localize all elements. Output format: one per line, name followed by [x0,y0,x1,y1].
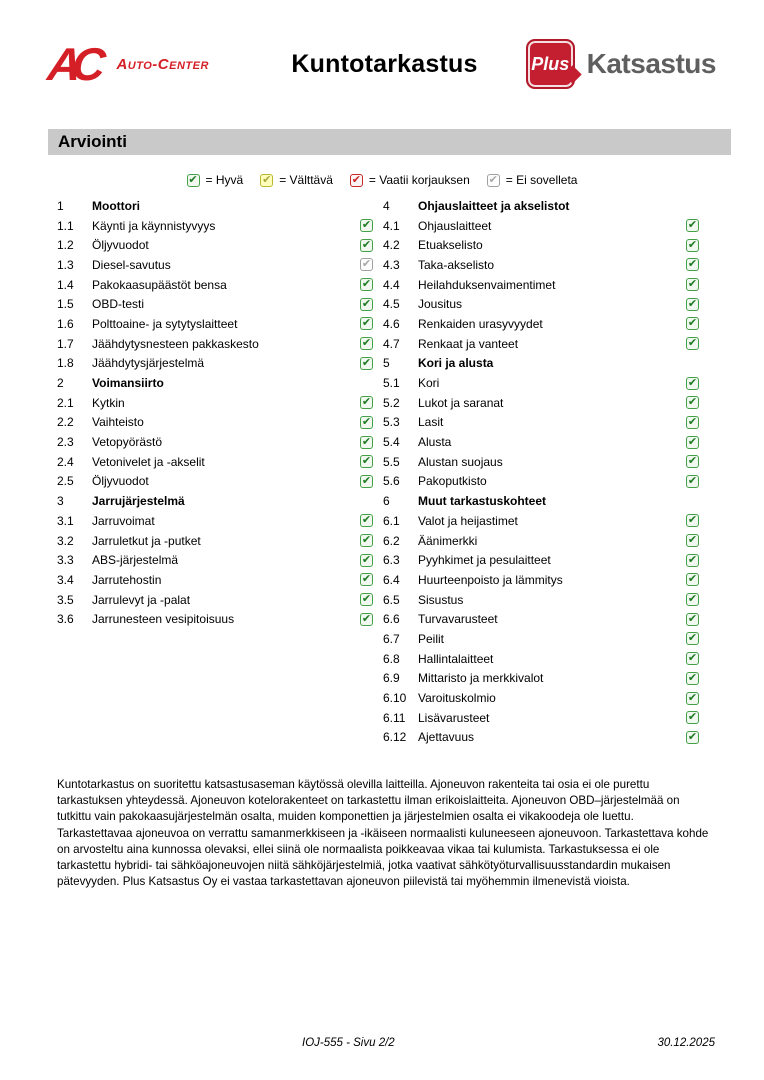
item-number: 1.8 [57,356,74,371]
disclaimer-paragraph: Tarkastettavaa ajoneuvoa on verrattu samanmerkkiseen ja -ikäiseen normaalisti kuluneeseen ajoneuvoon. Tarkastettava kohde on arvosteltu aina kunnossa olevaksi, ellei siinä ole normaalista poikkeavaa vikaa tai kulumista. Tarkastuksessa ei ole tarkastettu hybridi- tai sähköajoneuvojen niitä sähköjärjestelmiä, jotka vaativat sähkötyöturvallisuusstandardin mukaisen pätevyyden. Plus Katsastus Oy ei vastaa tarkastettavan ajoneuvon piilevistä tai myöhemmin ilmenevistä vioista. [57,826,709,889]
item-label: Pakoputkisto [418,474,487,489]
item-label: Vetopyörästö [92,435,163,450]
status-checkbox [686,731,699,744]
item-label: Heilahduksenvaimentimet [418,277,556,292]
item-label: Jarrunesteen vesipitoisuus [92,612,235,627]
status-checkbox [686,278,699,291]
checkmark-icon: ✔ [361,513,372,527]
item-label: Etuakselisto [418,238,483,253]
item-label: ABS-järjestelmä [92,553,179,568]
checkmark-icon: ✔ [687,218,698,232]
item-number: 6.2 [383,533,400,548]
item-label: Öljyvuodot [92,238,149,253]
checklist-row [383,472,699,492]
checklist-row [383,334,699,354]
item-label: Jarrujärjestelmä [92,494,185,509]
item-label: Renkaat ja vanteet [418,336,519,351]
status-checkbox [360,534,373,547]
checklist-row [57,196,373,216]
status-checkbox [686,514,699,527]
status-checkbox [360,239,373,252]
item-number: 3.3 [57,553,74,568]
checklist-row [383,255,699,275]
checklist-row [57,314,373,334]
checklist-row [383,550,699,570]
status-checkbox [686,455,699,468]
status-checkbox [686,377,699,390]
legend-label: = Välttävä [279,173,333,187]
checkmark-icon: ✔ [687,670,698,684]
status-checkbox [686,632,699,645]
status-checkbox [360,396,373,409]
status-checkbox [487,174,500,187]
item-label: Huurteenpoisto ja lämmitys [418,572,563,587]
status-checkbox [686,219,699,232]
status-checkbox [686,436,699,449]
status-checkbox [686,317,699,330]
checklist-column-left [57,196,373,747]
item-number: 5.1 [383,376,400,391]
item-label: Jäähdytysjärjestelmä [92,356,205,371]
checkmark-icon: ✔ [687,375,698,389]
item-number: 5.6 [383,474,400,489]
checkmark-icon: ✔ [361,552,372,566]
status-checkbox [686,298,699,311]
item-number: 6.10 [383,691,407,706]
item-number: 1.7 [57,336,74,351]
item-label: Ajettavuus [418,730,475,745]
item-number: 6 [383,494,390,509]
legend-item [187,173,244,187]
checkmark-icon: ✔ [687,513,698,527]
checkmark-icon: ✔ [361,277,372,291]
item-number: 6.1 [383,513,400,528]
item-label: Öljyvuodot [92,474,149,489]
item-number: 1.3 [57,257,74,272]
checklist-row [383,629,699,649]
item-label: Voimansiirto [92,376,164,391]
checklist-row [383,491,699,511]
checklist-row [383,708,699,728]
checklist-row [383,275,699,295]
status-checkbox [686,416,699,429]
checkmark-icon: ✔ [361,355,372,369]
item-number: 6.6 [383,612,400,627]
item-number: 2 [57,376,64,391]
checkmark-icon: ✔ [361,533,372,547]
checklist-row [57,550,373,570]
legend-label: = Vaatii korjauksen [368,173,470,187]
status-checkbox [360,613,373,626]
status-checkbox [360,593,373,606]
checklist-row [383,728,699,748]
checklist-row [57,216,373,236]
checklist-row [383,294,699,314]
item-label: Äänimerkki [418,533,478,548]
status-checkbox [360,554,373,567]
checklist-row [57,609,373,629]
checkmark-icon: ✔ [687,710,698,724]
checkmark-icon: ✔ [687,572,698,586]
status-checkbox [360,475,373,488]
item-number: 2.5 [57,474,74,489]
status-checkbox [686,258,699,271]
item-number: 4.2 [383,238,400,253]
checkmark-icon: ✔ [361,218,372,232]
item-number: 2.4 [57,454,74,469]
checkmark-icon: ✔ [361,296,372,310]
item-label: Jarruvoimat [92,513,155,528]
katsastus-logo-text: Katsastus [586,48,716,79]
checklist-row [383,688,699,708]
legend-label: = Hyvä [205,173,244,187]
checklist-row [57,491,373,511]
status-checkbox [360,219,373,232]
checklist-row [383,393,699,413]
plus-logo-text: Plus [531,53,570,74]
checkmark-icon: ✔ [687,690,698,704]
status-checkbox [187,174,200,187]
item-number: 3.2 [57,533,74,548]
item-number: 6.4 [383,572,400,587]
item-number: 2.2 [57,415,74,430]
checkmark-icon: ✔ [361,572,372,586]
checkmark-icon: ✔ [687,257,698,271]
checkmark-icon: ✔ [361,316,372,330]
item-label: Kori ja alusta [418,356,494,371]
item-number: 4.3 [383,257,400,272]
item-label: Jäähdytysnesteen pakkaskesto [92,336,259,351]
checklist-row [383,511,699,531]
checklist-row [57,570,373,590]
item-label: Vaihteisto [92,415,144,430]
item-label: Valot ja heijastimet [418,513,518,528]
item-number: 6.3 [383,553,400,568]
checkmark-icon: ✔ [361,257,372,271]
status-checkbox [360,278,373,291]
item-label: Jousitus [418,297,463,312]
checkmark-icon: ✔ [361,336,372,350]
checkmark-icon: ✔ [488,172,498,186]
item-number: 1.1 [57,218,74,233]
item-number: 1 [57,198,64,213]
plus-logo-box-icon [526,39,575,89]
checkmark-icon: ✔ [687,336,698,350]
checkmark-icon: ✔ [687,434,698,448]
status-checkbox [686,613,699,626]
checklist-row [383,314,699,334]
item-number: 3.4 [57,572,74,587]
checkmark-icon: ✔ [687,454,698,468]
item-label: OBD-testi [92,297,145,312]
checkmark-icon: ✔ [687,651,698,665]
checkmark-icon: ✔ [687,237,698,251]
footer-page-label: IOJ-555 - Sivu 2/2 [302,1037,395,1049]
status-checkbox [686,652,699,665]
status-checkbox [686,396,699,409]
checklist-row [383,373,699,393]
checkmark-icon: ✔ [361,395,372,409]
checkmark-icon: ✔ [687,611,698,625]
section-title: Arviointi [58,132,127,151]
item-label: Lisävarusteet [418,710,490,725]
status-checkbox [360,258,373,271]
item-label: Mittaristo ja merkkivalot [418,671,544,686]
checklist-row [57,373,373,393]
item-number: 6.5 [383,592,400,607]
checklist-row [383,452,699,472]
checkmark-icon: ✔ [687,277,698,291]
item-number: 5 [383,356,390,371]
item-label: Ohjauslaitteet ja akselistot [418,198,570,213]
checklist-row [57,590,373,610]
status-checkbox [360,455,373,468]
item-number: 6.8 [383,651,400,666]
checklist-row [383,669,699,689]
checkmark-icon: ✔ [188,172,198,186]
checklist-row [57,472,373,492]
checklist-row [383,413,699,433]
item-label: Hallintalaitteet [418,651,494,666]
checklist [57,196,699,747]
item-label: Taka-akselisto [418,257,495,272]
item-label: Jarruletkut ja -putket [92,533,201,548]
checkmark-icon: ✔ [351,172,362,186]
legend [0,170,764,190]
item-label: Peilit [418,631,445,646]
status-checkbox [360,573,373,586]
item-label: Käynti ja käynnistyvyys [92,218,216,233]
checkmark-icon: ✔ [687,631,698,645]
legend-label: = Ei sovelleta [505,173,578,187]
item-label: Vetonivelet ja -akselit [92,454,205,469]
status-checkbox [360,514,373,527]
checklist-row [57,511,373,531]
status-checkbox [686,475,699,488]
status-checkbox [686,554,699,567]
status-checkbox [360,317,373,330]
item-label: Renkaiden urasyvyydet [418,316,543,331]
status-checkbox [686,711,699,724]
checklist-row [383,196,699,216]
status-checkbox [360,436,373,449]
item-label: Kori [418,376,440,391]
checkmark-icon: ✔ [687,316,698,330]
checkmark-icon: ✔ [687,473,698,487]
checklist-row [383,531,699,551]
item-number: 5.3 [383,415,400,430]
item-number: 1.2 [57,238,74,253]
legend-item [350,173,470,187]
checklist-row [57,452,373,472]
item-number: 4.1 [383,218,400,233]
checkmark-icon: ✔ [361,237,372,251]
item-number: 6.12 [383,730,407,745]
status-checkbox [686,573,699,586]
plus-katsastus-logo [526,39,716,89]
status-checkbox [686,239,699,252]
item-number: 1.6 [57,316,74,331]
checkmark-icon: ✔ [687,296,698,310]
checklist-row [57,334,373,354]
status-checkbox [686,337,699,350]
auto-center-logo [45,38,243,90]
item-number: 4.6 [383,316,400,331]
status-checkbox [350,174,363,187]
item-label: Kytkin [92,395,125,410]
disclaimer-text [57,777,714,890]
checklist-row [383,590,699,610]
status-checkbox [686,534,699,547]
status-checkbox [686,672,699,685]
checkmark-icon: ✔ [361,473,372,487]
checkmark-icon: ✔ [262,172,272,186]
checkmark-icon: ✔ [361,592,372,606]
item-label: Jarrutehostin [92,572,162,587]
item-label: Pyyhkimet ja pesulaitteet [418,553,551,568]
item-number: 4.7 [383,336,400,351]
item-number: 3.1 [57,513,74,528]
item-number: 1.5 [57,297,74,312]
checklist-row [383,354,699,374]
item-number: 6.9 [383,671,400,686]
footer-date: 30.12.2025 [657,1037,715,1049]
status-checkbox [360,337,373,350]
checklist-row [57,235,373,255]
item-number: 4 [383,198,390,213]
page-title: Kuntotarkastus [291,49,478,78]
checklist-row [57,275,373,295]
item-label: Sisustus [418,592,464,607]
status-checkbox [686,692,699,705]
item-label: Moottori [92,198,140,213]
checkmark-icon: ✔ [361,434,372,448]
item-number: 5.4 [383,435,400,450]
checklist-row [57,393,373,413]
legend-item [260,173,333,187]
checkmark-icon: ✔ [687,414,698,428]
checklist-column-right [383,196,699,747]
status-checkbox [686,593,699,606]
item-label: Lasit [418,415,444,430]
checkmark-icon: ✔ [687,552,698,566]
item-label: Ohjauslaitteet [418,218,492,233]
item-label: Alusta [418,435,452,450]
checklist-row [57,432,373,452]
item-number: 6.11 [383,710,406,725]
checklist-row [383,609,699,629]
disclaimer-paragraph: Kuntotarkastus on suoritettu katsastusaseman käytössä olevilla laitteilla. Ajoneuvon rakenteita tai osia ei ole purettu tarkastuksen yhteydessä. Ajoneuvon kotelorakenteet on tarkastettu ilman erikoislaitteita. Ajoneuvon OBD–järjestelmää on tutkittu vain pakokaasujärjestelmän osalta, muiden komponettien ja järjestelmien osalta ei vikakoodeja ole luettu. [57,778,680,824]
checklist-row [383,216,699,236]
checklist-row [57,531,373,551]
auto-center-logo-text: Auto-Center [116,55,209,73]
item-label: Jarrulevyt ja -palat [92,592,191,607]
status-checkbox [360,416,373,429]
section-header-bar [48,129,731,155]
checkmark-icon: ✔ [687,395,698,409]
checkmark-icon: ✔ [687,592,698,606]
item-label: Polttoaine- ja sytytyslaitteet [92,316,238,331]
item-label: Lukot ja saranat [418,395,504,410]
item-label: Alustan suojaus [418,454,503,469]
checkmark-icon: ✔ [687,729,698,743]
status-checkbox [360,298,373,311]
item-label: Muut tarkastuskohteet [418,494,547,509]
checkmark-icon: ✔ [361,414,372,428]
item-number: 2.1 [57,395,74,410]
checkmark-icon: ✔ [361,454,372,468]
item-number: 4.5 [383,297,400,312]
checklist-row [57,413,373,433]
item-label: Diesel-savutus [92,257,171,272]
item-number: 3.6 [57,612,74,627]
checklist-row [383,649,699,669]
legend-item [487,173,578,187]
checklist-row [383,432,699,452]
item-label: Pakokaasupäästöt bensa [92,277,227,292]
item-number: 5.2 [383,395,400,410]
item-number: 3 [57,494,64,509]
item-number: 3.5 [57,592,74,607]
auto-center-logo-mark: AC [45,38,100,90]
checklist-row [57,255,373,275]
checklist-row [383,570,699,590]
item-number: 5.5 [383,454,400,469]
item-label: Turvavarusteet [418,612,498,627]
report-header [45,32,716,96]
item-number: 4.4 [383,277,400,292]
item-number: 6.7 [383,631,400,646]
item-label: Varoituskolmio [418,691,496,706]
item-number: 2.3 [57,435,74,450]
checklist-row [383,235,699,255]
item-number: 1.4 [57,277,74,292]
checklist-row [57,294,373,314]
status-checkbox [360,357,373,370]
checklist-row [57,354,373,374]
status-checkbox [260,174,273,187]
checkmark-icon: ✔ [361,611,372,625]
checkmark-icon: ✔ [687,533,698,547]
